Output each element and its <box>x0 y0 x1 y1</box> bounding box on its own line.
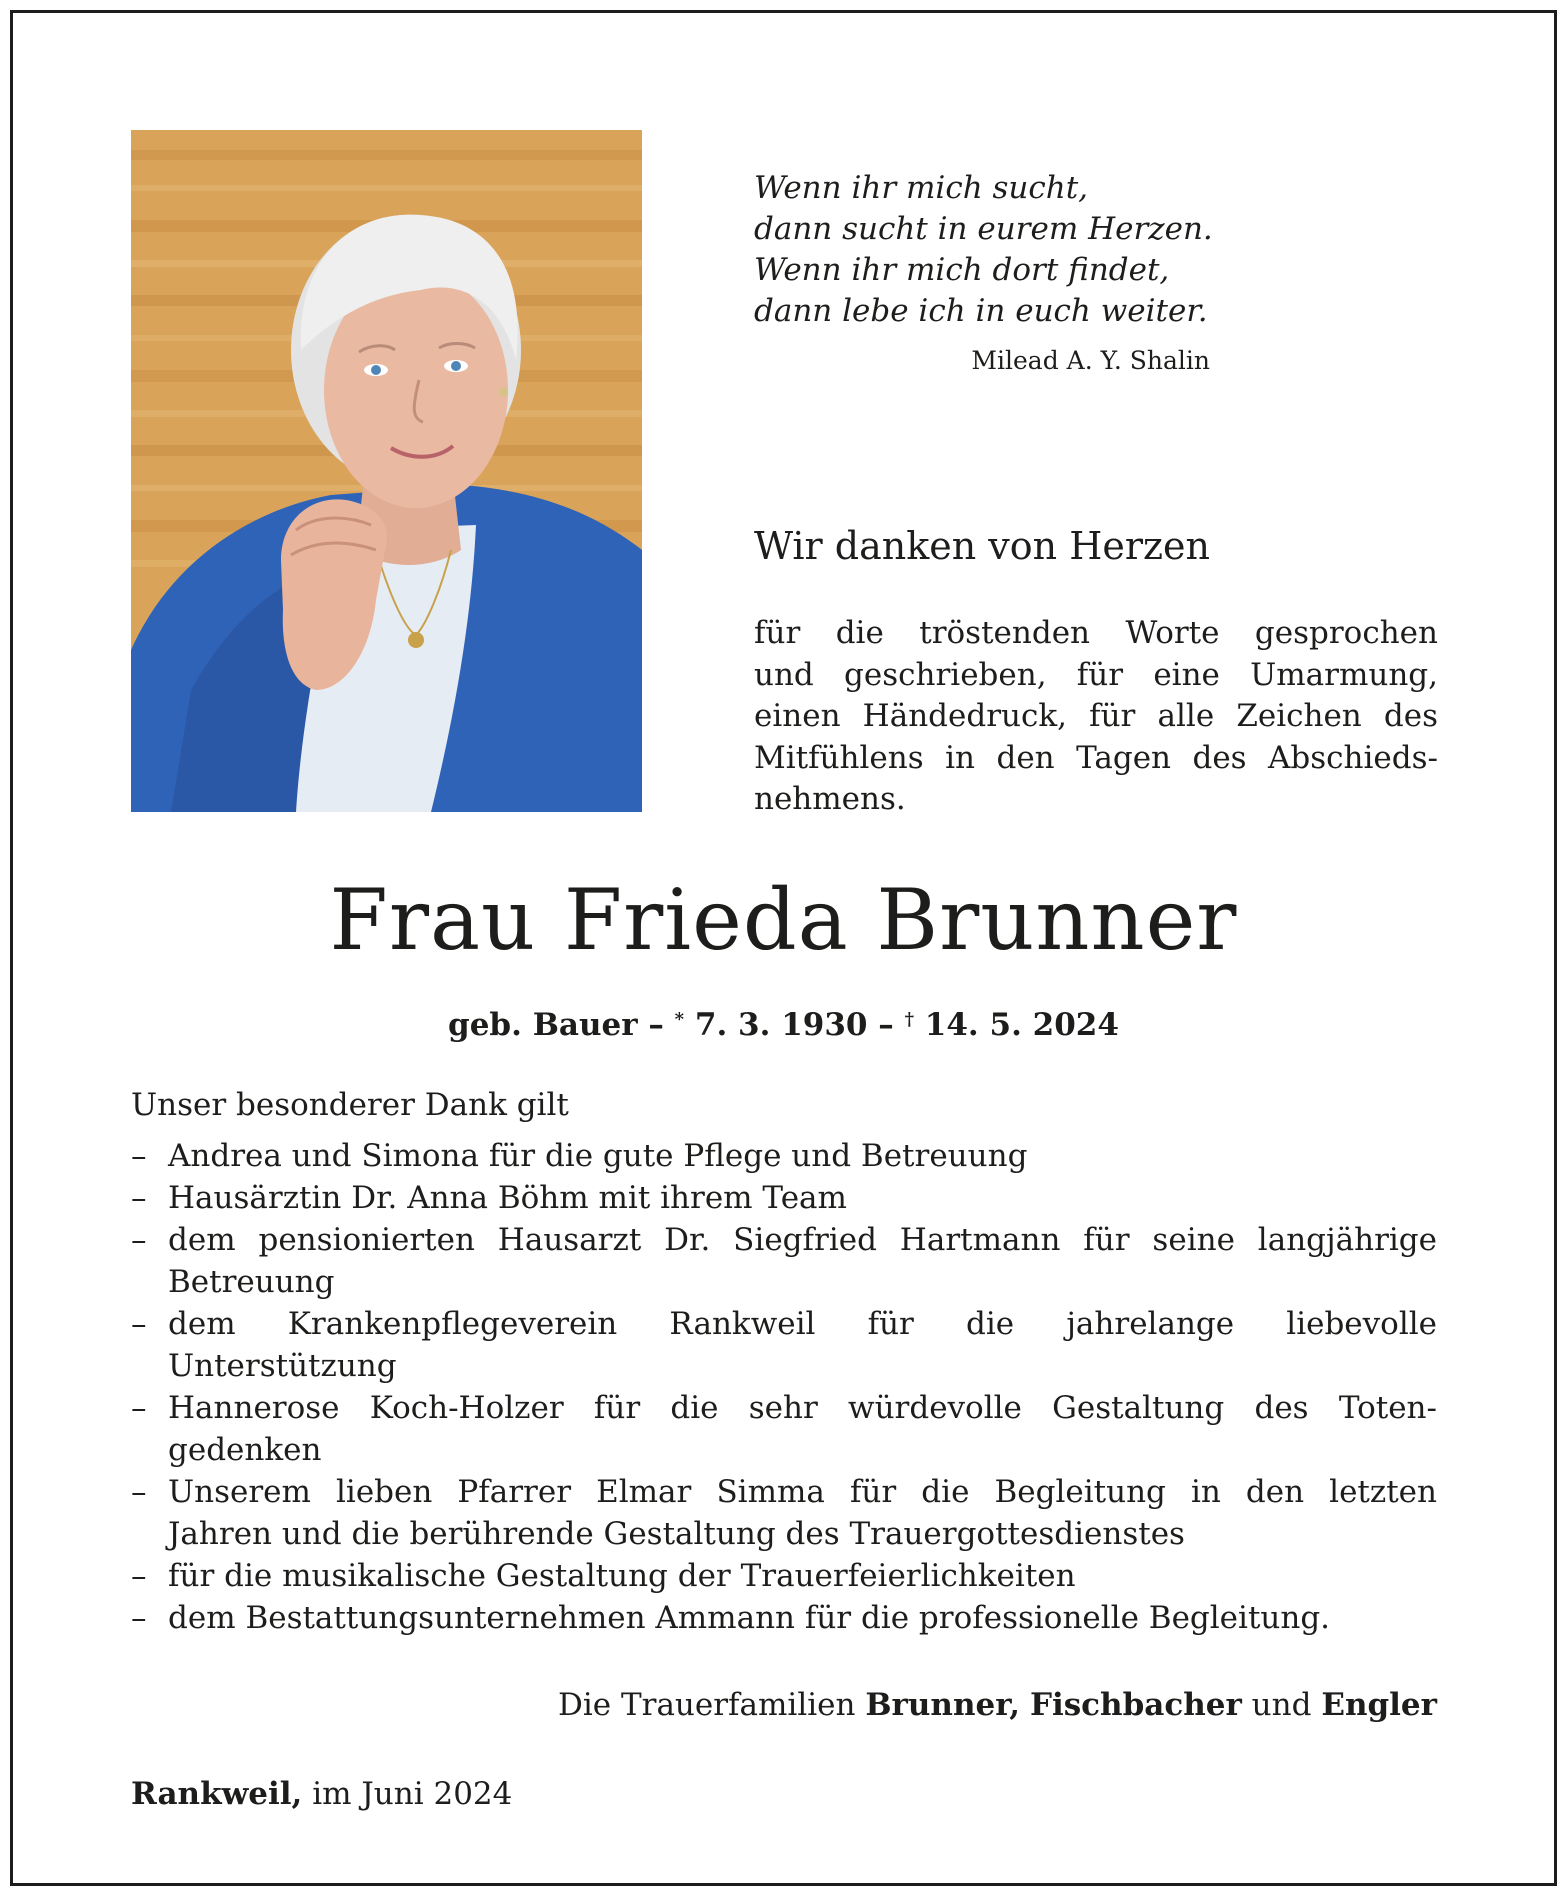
list-item-line: Unterstützung <box>168 1348 397 1384</box>
dash-marker: – <box>131 1306 147 1342</box>
thanks-line: Mitfühlens in den Tagen des Abschieds- <box>754 739 1438 776</box>
family-name: Fischbacher <box>1029 1687 1242 1723</box>
thanks-heading: Wir danken von Herzen <box>754 524 1210 568</box>
list-item-line: dem Bestattungsunternehmen Ammann für die professionelle Begleitung. <box>168 1600 1331 1636</box>
list-item <box>131 1219 1437 1303</box>
thanks-line: für die tröstenden Worte gesprochen <box>754 615 1438 651</box>
poem-line: dann lebe ich in euch weiter. <box>754 293 1208 329</box>
families-connector: und <box>1241 1687 1322 1723</box>
death-date: 14. 5. 2024 <box>914 1007 1119 1043</box>
maiden-name: geb. Bauer <box>448 1007 638 1043</box>
list-item <box>131 1471 1437 1555</box>
special-thanks-list <box>131 1135 1437 1639</box>
poem-author: Milead A. Y. Shalin <box>971 346 1210 375</box>
dash-marker: – <box>131 1474 147 1510</box>
place: Rankweil, <box>131 1776 303 1812</box>
date-separator: – <box>637 1007 675 1043</box>
list-item-line: gedenken <box>168 1432 322 1468</box>
list-item <box>131 1177 1437 1219</box>
list-item <box>131 1387 1437 1471</box>
dash-marker: – <box>131 1222 147 1258</box>
list-item <box>131 1555 1437 1597</box>
date: im Juni 2024 <box>302 1776 513 1812</box>
mourning-families <box>131 1685 1437 1725</box>
dash-marker: – <box>131 1558 147 1594</box>
birth-date: 7. 3. 1930 <box>684 1007 868 1043</box>
list-item-line: Andrea und Simona für die gute Pflege und Betreuung <box>168 1138 1028 1174</box>
place-date <box>131 1774 512 1814</box>
special-thanks-intro: Unser besonderer Dank gilt <box>131 1087 569 1123</box>
list-item-line: für die musikalische Gestaltung der Trauerfeierlichkeiten <box>168 1558 1076 1594</box>
deceased-name: Frau Frieda Brunner <box>329 871 1238 969</box>
poem-line: dann sucht in eurem Herzen. <box>754 211 1213 247</box>
list-item <box>131 1597 1437 1639</box>
dash-marker: – <box>131 1390 147 1426</box>
list-item-line: Betreuung <box>168 1264 335 1300</box>
portrait-illustration <box>131 130 642 812</box>
list-item <box>131 1135 1437 1177</box>
thanks-line: und geschrieben, für eine Umarmung, <box>754 656 1438 693</box>
thanks-line: einen Händedruck, für alle Zeichen des <box>754 698 1438 735</box>
poem <box>754 168 1274 332</box>
list-item-line: dem Krankenpflegeverein Rankweil für die jahrelange liebevolle <box>168 1306 1437 1342</box>
death-symbol: † <box>904 1009 914 1030</box>
list-item-line: Unserem lieben Pfarrer Elmar Simma für die Begleitung in den letzten <box>168 1474 1437 1510</box>
thanks-body <box>754 613 1438 821</box>
dash-marker: – <box>131 1180 147 1216</box>
list-item-line: Hausärztin Dr. Anna Böhm mit ihrem Team <box>168 1180 847 1216</box>
family-name: Brunner, <box>865 1687 1021 1723</box>
list-item-line: dem pensionierten Hausarzt Dr. Siegfried Hartmann für seine langjährige <box>168 1222 1437 1258</box>
list-item <box>131 1303 1437 1387</box>
list-item-line: Jahren und die berührende Gestaltung des Trauergottesdienstes <box>168 1516 1185 1552</box>
poem-line: Wenn ihr mich dort findet, <box>754 252 1170 288</box>
thanks-line: nehmens. <box>754 781 906 818</box>
list-item-line: Hannerose Koch-Holzer für die sehr würdevolle Gestaltung des Toten- <box>168 1390 1437 1426</box>
dash-marker: – <box>131 1600 147 1636</box>
portrait-photo <box>131 130 642 812</box>
date-separator: – <box>867 1007 905 1043</box>
dash-marker: – <box>131 1138 147 1174</box>
poem-line: Wenn ihr mich sucht, <box>754 170 1089 206</box>
life-dates <box>0 1000 1567 1045</box>
families-prefix: Die Trauerfamilien <box>557 1687 866 1723</box>
birth-symbol: * <box>674 1009 685 1030</box>
family-name: Engler <box>1321 1687 1437 1723</box>
